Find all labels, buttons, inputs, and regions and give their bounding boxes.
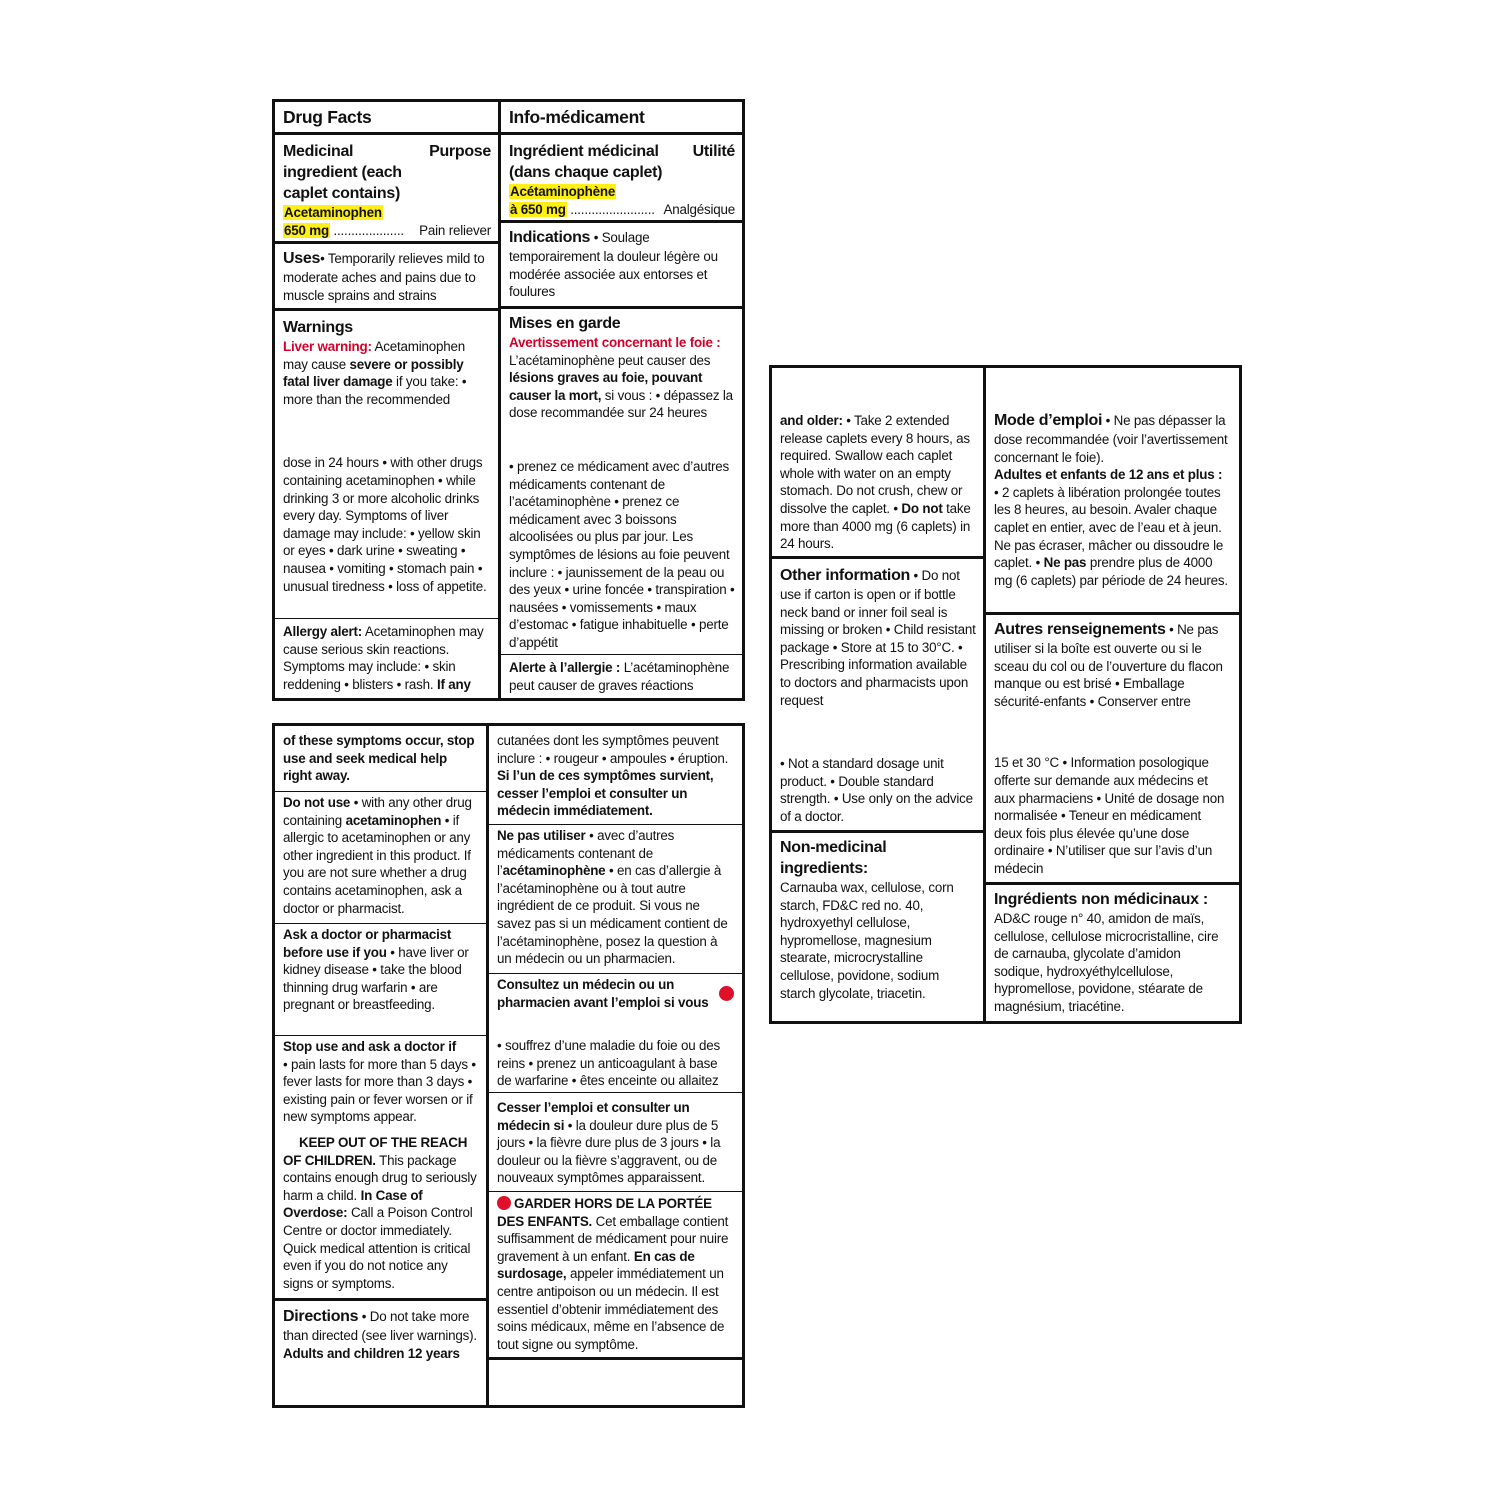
stop-use-section: [275, 1036, 486, 1132]
allergy-continued-text: of these symptoms occur, stop use and seek medical help right away.: [283, 733, 475, 784]
purpose-heading: Purpose: [429, 143, 491, 160]
garder-hors-section: [489, 1192, 742, 1360]
ne-pas-bold: Ne pas: [1043, 555, 1087, 571]
allergy-continued-section-fr: [489, 726, 742, 825]
liver-warning-label: Liver warning:: [283, 339, 372, 354]
surdosage-label: En cas de surdosage,: [497, 1248, 695, 1282]
ne-pas-utiliser-bold: acétaminophène: [502, 863, 606, 879]
adultes-text: • 2 caplets à libération prolongée toutes les 8 heures, au besoin. Avaler chaque caplet en entier, avec de l’eau et à jeun. Ne pas écraser, mâcher ou dissoudre le caplet. •: [994, 484, 1224, 571]
do-not-use-bold: acetaminophen: [345, 812, 442, 828]
ingredient-medicinal-section: [501, 135, 742, 223]
liver-warning-label-fr: Avertissement concernant le foie :: [509, 335, 721, 350]
purpose-value: Pain reliever: [419, 222, 491, 238]
mises-en-garde-heading: Mises en garde: [509, 315, 621, 332]
indications-heading: Indications: [509, 229, 591, 246]
autres-renseignements-heading: Autres renseignements: [994, 621, 1166, 638]
french-column: [986, 368, 1239, 1021]
non-medicinaux-heading: Ingrédients non médicinaux :: [994, 891, 1208, 908]
ingredient-name-fr: Acétaminophène: [510, 184, 616, 199]
allergy-alert-tail: If any: [436, 676, 471, 692]
warnings-heading: Warnings: [283, 319, 353, 336]
red-dot-marker: [719, 986, 734, 1001]
uses-heading: Uses: [283, 250, 321, 267]
french-column: [489, 726, 742, 1405]
non-medicinal-text: Carnauba wax, cellulose, corn starch, FD&C red no. 40, hydroxyethyl cellulose, hypromellose, magnesium stearate, microcrystalline cellulose, povidone, sodium starch glycolate, triacetin.: [780, 880, 954, 1001]
ask-doctor-text: • have liver or kidney disease • take the blood thinning drug warfarin • are pregnant or breastfeeding.: [283, 944, 469, 1013]
ne-pas-utiliser-text: • avec d’autres médicaments contenant de l’: [497, 828, 675, 879]
panel-directions-right: [769, 365, 1242, 1024]
other-information-text-b: • Not a standard dosage unit product. • Double standard strength. • Use only on the advice of a doctor.: [780, 756, 973, 824]
stop-use-text: • pain lasts for more than 5 days • fever lasts for more than 3 days • existing pain or fever worsen or if new symptoms appear.: [283, 1056, 476, 1125]
panel-drug-facts-bottom: [272, 723, 745, 1408]
empty-box: [489, 1360, 742, 1405]
do-not-use-section: [275, 792, 486, 924]
drug-facts-title-box: [275, 102, 498, 135]
autres-renseignements-text: • Ne pas utiliser si la boîte est ouverte ou si le sceau du col ou de l’ouverture du flacon manque ou est brisé • Emballage sécurité-enfants • Conserver entre: [994, 622, 1223, 709]
other-information-heading: Other information: [780, 567, 911, 584]
other-information-section: [772, 559, 983, 833]
directions-text: • Do not take more than directed (see liver warnings).: [283, 1309, 477, 1343]
ne-pas-utiliser-text-b: • en cas d’allergie à l’acétaminophène ou à tout autre ingrédient de ce produit. Si vous ne savez pas si un médicament contient de l’acétaminophène, posez la question à un médecin ou un pharmacien.: [497, 863, 728, 967]
mises-en-garde-section: [501, 309, 742, 655]
mode-emploi-heading: Mode d’emploi: [994, 412, 1103, 429]
indications-section: [501, 223, 742, 309]
mode-emploi-text: • Ne pas dépasser la dose recommandée (voir l’avertissement concernant le foie).: [994, 413, 1228, 465]
english-column: [275, 726, 486, 1405]
liver-warning-text-b: if you take: • more than the recommended: [283, 374, 467, 407]
autres-renseignements-text-b: 15 et 30 °C • Information posologique offerte sur demande aux médecins et aux pharmaciens • Unité de dosage non normalisée • Teneur en médicament deux fois plus élevée qu’une dose ordinaire • N’utiliser que sur l’avis d’un médecin: [994, 755, 1225, 876]
directions-heading: Directions: [283, 1308, 359, 1325]
warnings-section: [275, 311, 498, 619]
non-medicinal-heading: Non-medicinal ingredients:: [780, 839, 887, 877]
keep-out-heading: KEEP OUT OF THE REACH OF CHILDREN.: [283, 1135, 468, 1168]
ne-pas-utiliser-section: [489, 825, 742, 974]
liver-warning-text-b-fr: si vous : • dépassez la dose recommandée sur 24 heures: [509, 387, 733, 421]
directions-continued-section: [772, 368, 983, 559]
and-older-label: and older:: [780, 413, 843, 428]
cesser-section: [489, 1093, 742, 1192]
liver-warning-bold: severe or possibly fatal liver damage: [283, 356, 464, 390]
allergy-alert-text: Acetaminophen may cause serious skin reactions. Symptoms may include: • skin reddening • blisters • rash.: [283, 624, 484, 692]
liver-warning-continued: dose in 24 hours • with other drugs containing acetaminophen • while drinking 3 or more alcoholic drinks every day. Symptoms of liver damage may include: • yellow skin or eyes • dark urine • sweating • nausea • vomiting • stomach pain • unusual tiredness • loss of appetite.: [283, 455, 487, 594]
directions-continued-text: • Take 2 extended release caplets every 8 hours, as required. Swallow each caplet whole with water on an empty stomach. Do not crush, chew or dissolve the caplet. •: [780, 413, 970, 516]
ingredient-heading-fr: Ingrédient médicinal (dans chaque caplet): [509, 143, 663, 181]
leader-dots-fr: ........................: [570, 201, 655, 217]
purpose-value-fr: Analgésique: [663, 201, 735, 217]
autres-renseignements-section: [986, 615, 1239, 885]
utilite-heading: Utilité: [692, 143, 735, 160]
alerte-allergie-section: [501, 655, 742, 698]
allergy-alert-label: Allergy alert:: [283, 624, 363, 639]
liver-warning-text-fr: L’acétaminophène peut causer des: [509, 352, 711, 368]
non-medicinaux-text: AD&C rouge n° 40, amidon de maïs, cellulose, cellulose microcristalline, cire de carnauba, glycolate d’amidon sodique, hydroxyéthylcellulose, hypromellose, povidone, stéarate de magnésium, triacétine.: [994, 911, 1219, 1014]
ask-doctor-heading: Ask a doctor or pharmacist before use if you: [283, 927, 452, 960]
ask-doctor-section: [275, 924, 486, 1036]
allergy-alert-label-fr: Alerte à l’allergie :: [509, 660, 621, 675]
keep-out-text: This package contains enough drug to seriously harm a child.: [283, 1152, 477, 1203]
keep-out-section: [275, 1132, 486, 1301]
allergy-continued-bold-fr: Si l’un de ces symptômes survient, cesser l’emploi et consulter un médecin immédiatement.: [497, 768, 714, 819]
non-medicinaux-section: [986, 885, 1239, 1021]
ne-pas-utiliser-heading: Ne pas utiliser: [497, 828, 586, 843]
indications-text: • Soulage temporairement la douleur légère ou modérée associée aux entorses et foulures: [509, 230, 718, 300]
surdosage-text: appeler immédiatement un centre antipoison ou un médecin. Il est essentiel d’obtenir immédiatement des soins médicaux, même en l’absence de tout signe ou symptôme.: [497, 1266, 725, 1352]
garder-hors-text: Cet emballage contient suffisamment de médicament pour nuire gravement à un enfant.: [497, 1213, 729, 1264]
english-column: [275, 102, 498, 698]
do-not-use-heading: Do not use: [283, 795, 351, 810]
english-column: [772, 368, 983, 1021]
consultez-text: • souffrez d’une maladie du foie ou des reins • prenez un anticoagulant à base de warfarine • êtes enceinte ou allaitez: [497, 1038, 720, 1089]
stop-use-heading: Stop use and ask a doctor if: [283, 1039, 456, 1054]
garder-hors-heading: GARDER HORS DE LA PORTÉE DES ENFANTS.: [497, 1196, 712, 1229]
liver-warning-bold-fr: lésions graves au foie, pouvant causer la mort,: [509, 370, 703, 403]
do-not-use-text-b: • if allergic to acetaminophen or any other ingredient in this product. If you are not sure whether a drug contains acetaminophen, ask a doctor or pharmacist.: [283, 812, 471, 916]
adults-heading: Adults and children 12 years: [283, 1345, 460, 1361]
adultes-heading: Adultes et enfants de 12 ans et plus :: [994, 467, 1223, 483]
mode-emploi-section: [986, 368, 1239, 615]
allergy-alert-text-fr: L’acétaminophène peut causer de graves réactions: [509, 660, 730, 693]
non-medicinal-section: [772, 833, 983, 1021]
overdose-text: Call a Poison Control Centre or doctor immediately. Quick medical attention is critical even if you do not notice any signs or symptoms.: [283, 1205, 473, 1291]
liver-warning-text: Acetaminophen may cause: [283, 339, 465, 372]
french-column: [501, 102, 742, 698]
ingredient-name: Acetaminophen: [284, 205, 382, 220]
liver-warning-continued-fr: • prenez ce médicament avec d’autres médicaments contenant de l’acétaminophène • prenez ce médicament avec 3 boissons alcoolisées ou plus par jour. Les symptômes de lésions au foie peuvent inclure : • jaunissement de la peau ou des yeux • urine foncée • transpiration • nausées • vomissements • maux d’estomac • fatigue inhabituelle • perte d’appétit: [509, 458, 735, 650]
adultes-text-b: prendre plus de 4000 mg (6 caplets) par période de 24 heures.: [994, 555, 1228, 588]
cesser-text: • la douleur dure plus de 5 jours • la fièvre dure plus de 3 jours • la douleur ou la fièvre s’aggravent, ou de nouveaux symptômes apparaissent.: [497, 1117, 721, 1186]
allergy-alert-section: [275, 619, 498, 698]
uses-section: [275, 244, 498, 311]
directions-continued-text-b: take more than 4000 mg (6 caplets) in 24 hours.: [780, 500, 971, 552]
leader-dots: ....................: [333, 222, 404, 238]
ingredient-dose: 650 mg: [284, 222, 329, 238]
ingredient-dose-fr: à 650 mg: [510, 201, 566, 217]
ingredient-heading: Medicinal ingredient (each caplet contains): [283, 143, 402, 202]
do-not-use-text: • with any other drug containing: [283, 795, 472, 828]
uses-text: • Temporarily relieves mild to moderate aches and pains due to muscle sprains and strains: [283, 251, 485, 303]
info-medicament-title-box: [501, 102, 742, 135]
allergy-continued-text-fr: cutanées dont les symptômes peuvent inclure : • rougeur • ampoules • éruption.: [497, 733, 729, 766]
overdose-label: In Case of Overdose:: [283, 1187, 423, 1221]
allergy-continued-section: [275, 726, 486, 792]
info-medicament-title: Info-médicament: [509, 107, 645, 127]
panel-drug-facts-top: [272, 99, 745, 701]
active-ingredient-section: [275, 135, 498, 244]
directions-section: [275, 1301, 486, 1405]
consultez-heading: Consultez un médecin ou un pharmacien avant l’emploi si vous: [497, 977, 709, 1010]
do-not-bold: Do not: [901, 500, 943, 516]
cesser-heading: Cesser l’emploi et consulter un médecin si: [497, 1100, 690, 1133]
other-information-text: • Do not use if carton is open or if bottle neck band or inner foil seal is missing or broken • Child resistant package • Store at 15 to 30°C. • Prescribing information available to doctors and pharmacists upon request: [780, 568, 976, 708]
red-dot-marker: [497, 1196, 511, 1210]
consultez-section: [489, 974, 742, 1093]
drug-facts-title: Drug Facts: [283, 107, 372, 127]
